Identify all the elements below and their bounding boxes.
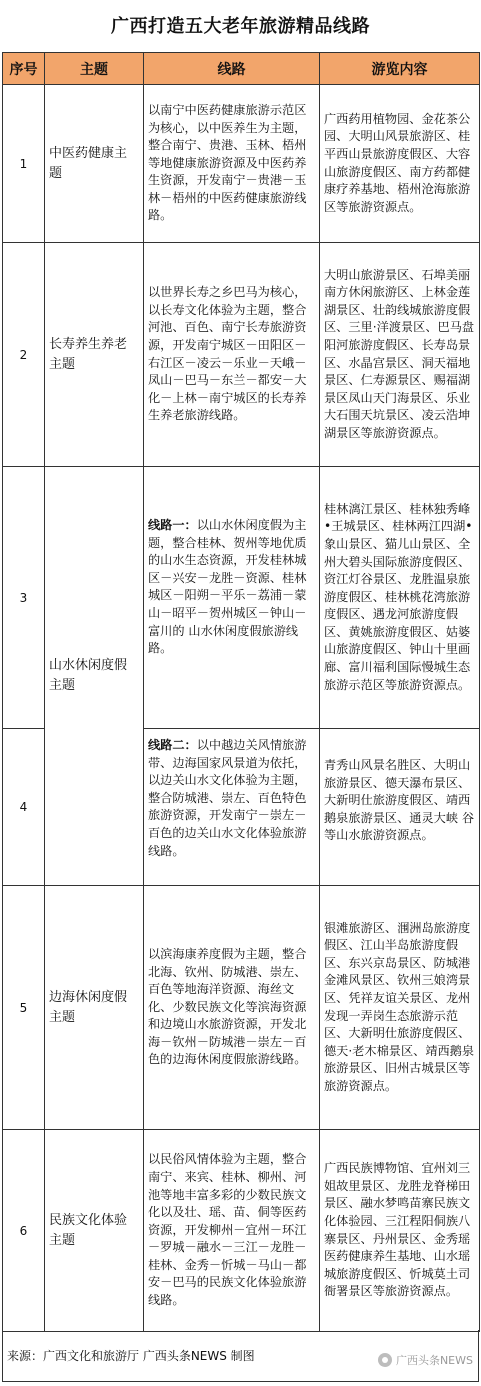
row-no: 2 (3, 243, 45, 467)
row-content: 大明山旅游景区、石埠美丽南方休闲旅游区、上林金莲湖景区、壮韵线城旅游度假区、三里·洋渡景区、巴马盘阳河旅游度假区、长寿岛景区、水晶宫景区、洞天福地景区、仁寿源景区、赐福湖景区凤山天门海景区、乐业大石围天坑景区、凌云浩坤湖景区等旅游资源点。 (320, 243, 480, 467)
row-theme: 长寿养生养老主题 (45, 243, 144, 467)
row-theme: 山水休闲度假主题 (45, 467, 144, 886)
row-theme: 边海休闲度假主题 (45, 886, 144, 1130)
row-no: 4 (3, 729, 45, 886)
row-content: 广西民族博物馆、宜州刘三姐故里景区、龙胜龙脊梯田景区、融水梦鸣苗寨民族文化体验园、三江程阳侗族八寨景区、丹州景区、金秀瑶医药健康养生基地、山水瑶城旅游度假区、忻城莫土司衙署景区等旅游资源点。 (320, 1130, 480, 1332)
row-no: 1 (3, 85, 45, 243)
wechat-icon (378, 1353, 392, 1367)
row-content: 银滩旅游区、涠洲岛旅游度假区、江山半岛旅游度假区、东兴京岛景区、防城港金滩风景区、钦州三娘湾景区、凭祥友谊关景区、龙州发现一弄岗生态旅游示范区、大新明仕旅游度假区、德天·老木棉景区、靖西鹅泉旅游景区、旧州古城景区等旅游资源点。 (320, 886, 480, 1130)
table-row (3, 243, 480, 467)
row-content: 桂林漓江景区、桂林独秀峰•王城景区、桂林两江四湖•象山景区、猫儿山景区、全州大碧头国际旅游度假区、资江灯谷景区、龙胜温泉旅游度假区、桂林桃花湾旅游度假区、遇龙河旅游度假区、黄姚旅游度假区、姑婆山旅游度假区、钟山十里画廊、富川福利国际慢城生态旅游示范区等旅游资源点。 (320, 467, 480, 729)
row-route (144, 729, 320, 886)
header-route: 线路 (144, 53, 320, 85)
table-row (3, 1130, 480, 1332)
row-route: 以民俗风情体验为主题，整合南宁、来宾、桂林、柳州、河池等地丰富多彩的少数民族文化以及壮、瑶、苗、侗等医药资源，开发柳州－宜州－环江－罗城－融水－三江－龙胜－桂林、金秀－忻城－马山－都安－巴马的民族文化体验旅游线路。 (144, 1130, 320, 1332)
row-content: 青秀山风景名胜区、大明山旅游景区、德天瀑布景区、大新明仕旅游度假区、靖西鹅泉旅游景区、通灵大峡 谷等山水旅游资源点。 (320, 729, 480, 886)
route-text: 以中越边关风情旅游带、边海国家风景道为依托，以边关山水文化体验为主题，整合防城港、崇左、百色特色旅游资源，开发南宁－崇左－百色的边关山水文化体验旅游线路。 (148, 738, 307, 858)
watermark (378, 1352, 473, 1368)
row-no: 5 (3, 886, 45, 1130)
route-head: 线路一： (148, 518, 197, 532)
table-row (3, 85, 480, 243)
route-head: 线路二： (148, 738, 197, 752)
header-no: 序号 (3, 53, 45, 85)
row-route: 以世界长寿之乡巴马为核心，以长寿文化体验为主题，整合河池、百色、南宁长寿旅游资源，开发南宁城区－田阳区－右江区－凌云－乐业－天峨－凤山－巴马－东兰－都安－大化－上林－南宁城区的长寿养生养老旅游线路。 (144, 243, 320, 467)
header-content: 游览内容 (320, 53, 480, 85)
row-content: 广西药用植物园、金花茶公园、大明山风景旅游区、桂平西山景旅游度假区、大容山旅游度假区、南方药都健康疗养基地、梧州沧海旅游区等旅游资源点。 (320, 85, 480, 243)
routes-table (2, 52, 480, 1332)
table-row (3, 886, 480, 1130)
watermark-text: 广西头条NEWS (395, 1354, 473, 1367)
row-no: 6 (3, 1130, 45, 1332)
row-route: 以南宁中医药健康旅游示范区为核心，以中医养生为主题，整合南宁、贵港、玉林、梧州等地健康旅游资源及中医药养生资源，开发南宁－贵港－玉林－梧州的中医药健康旅游线路。 (144, 85, 320, 243)
row-theme: 中医药健康主题 (45, 85, 144, 243)
row-route: 以滨海康养度假为主题，整合北海、钦州、防城港、崇左、 百色等地海洋资源、海丝文化、少数民族文化等滨海资源和边境山水旅游资源，开发北海－钦州－防城港－崇左－百色的边海休闲度假旅游线路。 (144, 886, 320, 1130)
row-route (144, 467, 320, 729)
table-header-row (3, 53, 480, 85)
header-theme: 主题 (45, 53, 144, 85)
route-text: 以山水休闲度假为主题，整合桂林、贺州等地优质 的山水生态资源，开发桂林城区－兴安－龙胜－资源、桂林城区－阳朔－平乐－荔浦－蒙山－昭平－贺州城区－钟山－富川的 山水休闲度假旅游线路。 (148, 518, 307, 656)
source-note: 来源：广西文化和旅游厅 广西头条NEWS 制图 (2, 1330, 479, 1382)
page-title: 广西打造五大老年旅游精品线路 (111, 16, 370, 37)
table-row (3, 467, 480, 729)
row-theme: 民族文化体验主题 (45, 1130, 144, 1332)
row-no: 3 (3, 467, 45, 729)
